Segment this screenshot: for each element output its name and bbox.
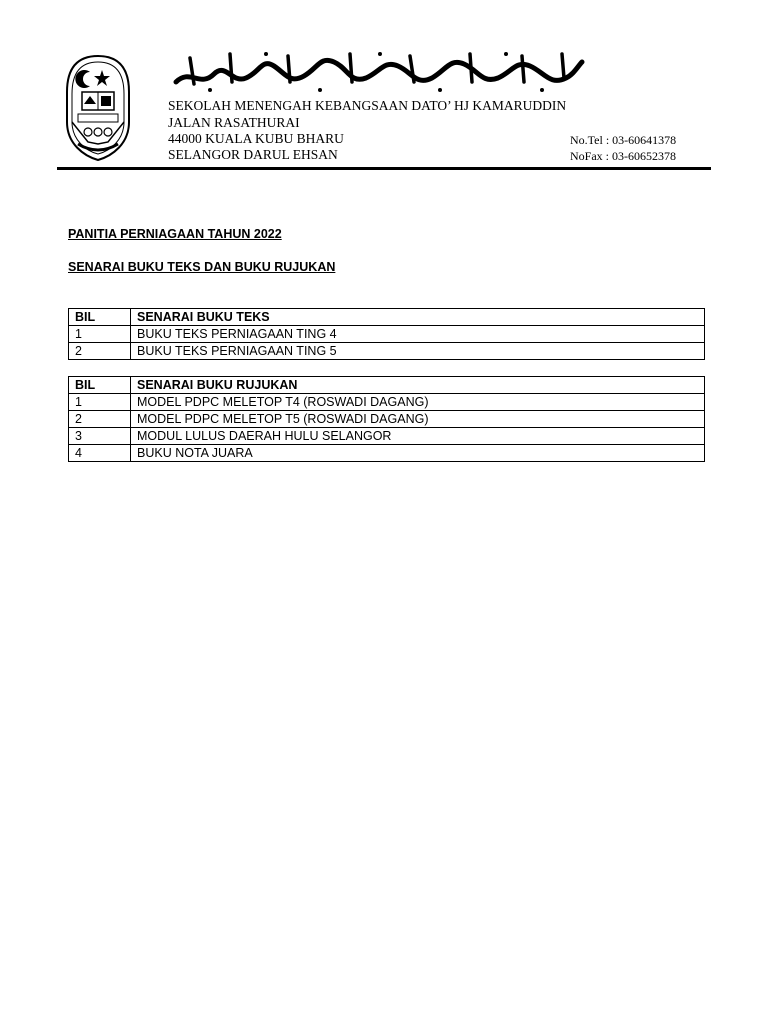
table-row bbox=[69, 394, 705, 411]
document-subtitle: SENARAI BUKU TEKS DAN BUKU RUJUKAN bbox=[68, 260, 336, 274]
telephone-number: No.Tel : 03-60641378 bbox=[570, 133, 677, 147]
row-number: 4 bbox=[69, 445, 131, 462]
book-title: MODEL PDPC MELETOP T4 (ROSWADI DAGANG) bbox=[131, 394, 705, 411]
column-header-title: SENARAI BUKU RUJUKAN bbox=[131, 377, 705, 394]
column-header-bil: BIL bbox=[69, 377, 131, 394]
book-title: MODEL PDPC MELETOP T5 (ROSWADI DAGANG) bbox=[131, 411, 705, 428]
jawi-school-name-calligraphy bbox=[170, 48, 586, 94]
table-header-row bbox=[69, 309, 705, 326]
fax-number: NoFax : 03-60652378 bbox=[570, 149, 676, 163]
address-state: SELANGOR DARUL EHSAN bbox=[168, 147, 338, 162]
row-number: 2 bbox=[69, 343, 131, 360]
reference-book-table bbox=[68, 376, 705, 462]
table-row bbox=[69, 428, 705, 445]
column-header-bil: BIL bbox=[69, 309, 131, 326]
row-number: 2 bbox=[69, 411, 131, 428]
book-title: BUKU NOTA JUARA bbox=[131, 445, 705, 462]
row-number: 1 bbox=[69, 326, 131, 343]
column-header-title: SENARAI BUKU TEKS bbox=[131, 309, 705, 326]
row-number: 1 bbox=[69, 394, 131, 411]
textbook-table bbox=[68, 308, 705, 360]
table-header-row bbox=[69, 377, 705, 394]
table-row bbox=[69, 343, 705, 360]
table-row bbox=[69, 326, 705, 343]
letterhead-divider bbox=[57, 167, 711, 170]
book-title: MODUL LULUS DAERAH HULU SELANGOR bbox=[131, 428, 705, 445]
book-title: BUKU TEKS PERNIAGAAN TING 5 bbox=[131, 343, 705, 360]
table-row bbox=[69, 445, 705, 462]
school-crest-logo bbox=[64, 52, 132, 162]
table-row bbox=[69, 411, 705, 428]
document-title: PANITIA PERNIAGAAN TAHUN 2022 bbox=[68, 227, 282, 241]
book-title: BUKU TEKS PERNIAGAAN TING 4 bbox=[131, 326, 705, 343]
address-street: JALAN RASATHURAI bbox=[168, 115, 300, 130]
address-postcode-town: 44000 KUALA KUBU BHARU bbox=[168, 131, 344, 146]
school-name: SEKOLAH MENENGAH KEBANGSAAN DATO’ HJ KAMARUDDIN bbox=[168, 98, 567, 113]
row-number: 3 bbox=[69, 428, 131, 445]
